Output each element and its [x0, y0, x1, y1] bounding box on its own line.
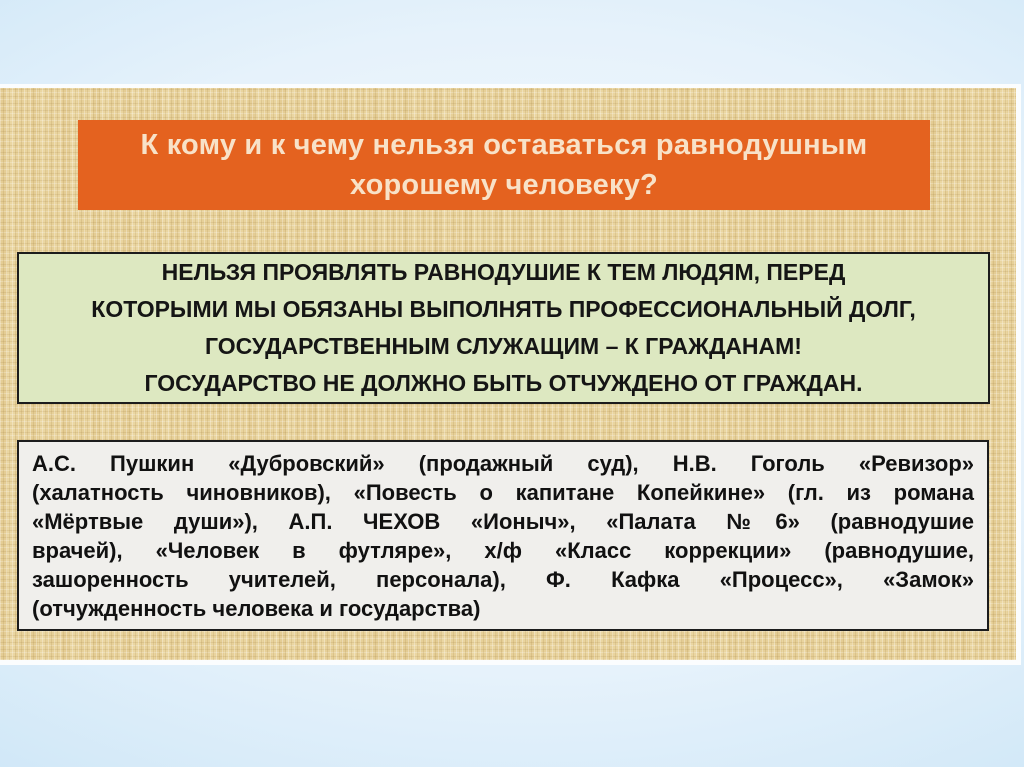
examples-line-1: А.С. Пушкин «Дубровский» (продажный суд), Н.В. Гоголь «Ревизор»: [32, 451, 974, 476]
title-line-1: К кому и к чему нельзя оставаться равнодушным: [140, 129, 868, 161]
title-box: [78, 120, 930, 210]
thesis-line-3: ГОСУДАРСТВЕННЫМ СЛУЖАЩИМ – К ГРАЖДАНАМ!: [205, 333, 802, 359]
examples-box: [17, 440, 989, 631]
slide-canvas: [0, 88, 1016, 660]
title-line-2: хорошему человеку?: [350, 169, 658, 201]
examples-line-5: зашоренность учителей, персонала), Ф. Кафка «Процесс», «Замок»: [32, 567, 974, 592]
thesis-line-1: НЕЛЬЗЯ ПРОЯВЛЯТЬ РАВНОДУШИЕ К ТЕМ ЛЮДЯМ, ПЕРЕД: [161, 259, 846, 285]
examples-line-6: (отчужденность человека и государства): [32, 596, 481, 621]
slide-frame: [0, 84, 1021, 665]
examples-line-4: врачей), «Человек в футляре», х/ф «Класс коррекции» (равнодушие,: [32, 538, 974, 563]
examples-line-3: «Мёртвые души»), А.П. ЧЕХОВ «Ионыч», «Палата №6» (равнодушие: [32, 509, 974, 534]
thesis-box: [17, 252, 990, 404]
thesis-line-4: ГОСУДАРСТВО НЕ ДОЛЖНО БЫТЬ ОТЧУЖДЕНО ОТ ГРАЖДАН.: [144, 370, 863, 396]
examples-line-2: (халатность чиновников), «Повесть о капитане Копейкине» (гл. из романа: [32, 480, 974, 505]
thesis-line-2: КОТОРЫМИ МЫ ОБЯЗАНЫ ВЫПОЛНЯТЬ ПРОФЕССИОНАЛЬНЫЙ ДОЛГ,: [91, 296, 916, 322]
